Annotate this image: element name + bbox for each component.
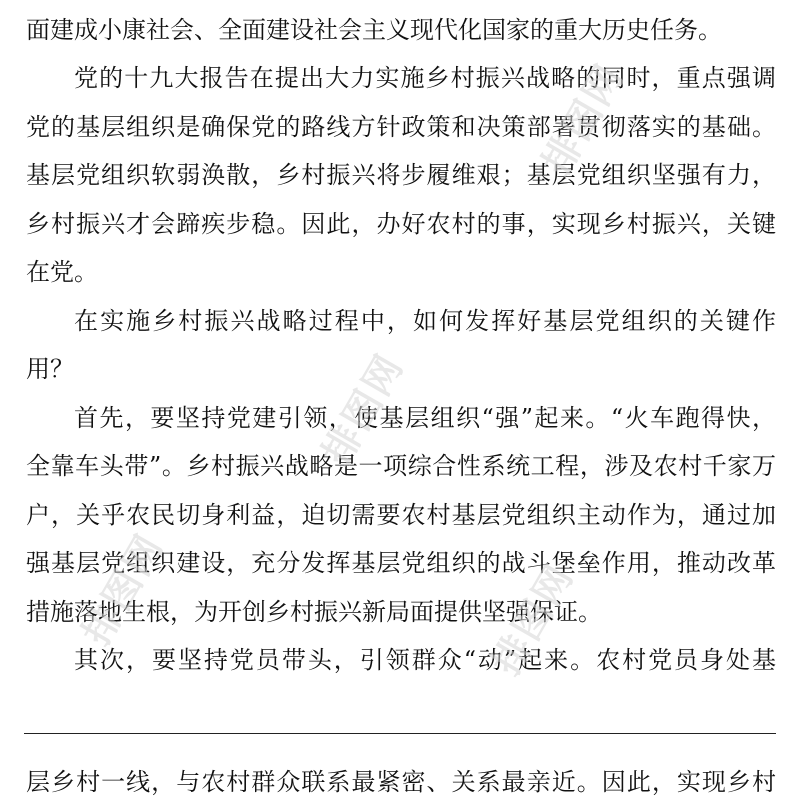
paragraph-line: 面建成小康社会、全面建设社会主义现代化国家的重大历史任务。 [26,16,722,44]
watermark-logo: 排图网 [483,556,583,683]
paragraph-line: 乡村振兴才会蹄疾步稳。因此，办好农村的事，实现乡村振兴，关键 [26,210,776,238]
paragraph-line: 在实施乡村振兴战略过程中，如何发挥好基层党组织的关键作 [74,307,776,335]
paragraph-line: 全靠车头带”。乡村振兴战略是一项综合性系统工程，涉及农村千家万 [26,452,776,480]
watermark-logo: 排图网 [533,56,633,183]
page-divider [24,733,776,734]
paragraph-line: 户，关乎农民切身利益，迫切需要农村基层党组织主动作为，通过加 [26,501,776,529]
paragraph-line: 在党。 [26,258,98,286]
paragraph-line: 措施落地生根，为开创乡村振兴新局面提供坚强保证。 [26,598,602,626]
watermark-logo: 排图网 [313,346,413,473]
paragraph-line: 强基层党组织建设，充分发挥基层党组织的战斗堡垒作用，推动改革 [26,549,776,577]
paragraph-line: 首先，要坚持党建引领，使基层组织“强”起来。“火车跑得快， [74,404,776,432]
watermark-logo: 排图网 [73,526,173,653]
paragraph-line: 其次，要坚持党员带头，引领群众“动”起来。农村党员身处基 [74,646,776,674]
paragraph-line: 党的基层组织是确保党的路线方针政策和决策部署贯彻落实的基础。 [26,113,776,141]
paragraph-line: 基层党组织软弱涣散，乡村振兴将步履维艰；基层党组织坚强有力， [26,161,776,189]
paragraph-line: 用？ [26,355,74,383]
paragraph-line: 层乡村一线，与农村群众联系最紧密、关系最亲近。因此，实现乡村 [26,768,776,796]
paragraph-line: 党的十九大报告在提出大力实施乡村振兴战略的同时，重点强调 [74,64,776,92]
